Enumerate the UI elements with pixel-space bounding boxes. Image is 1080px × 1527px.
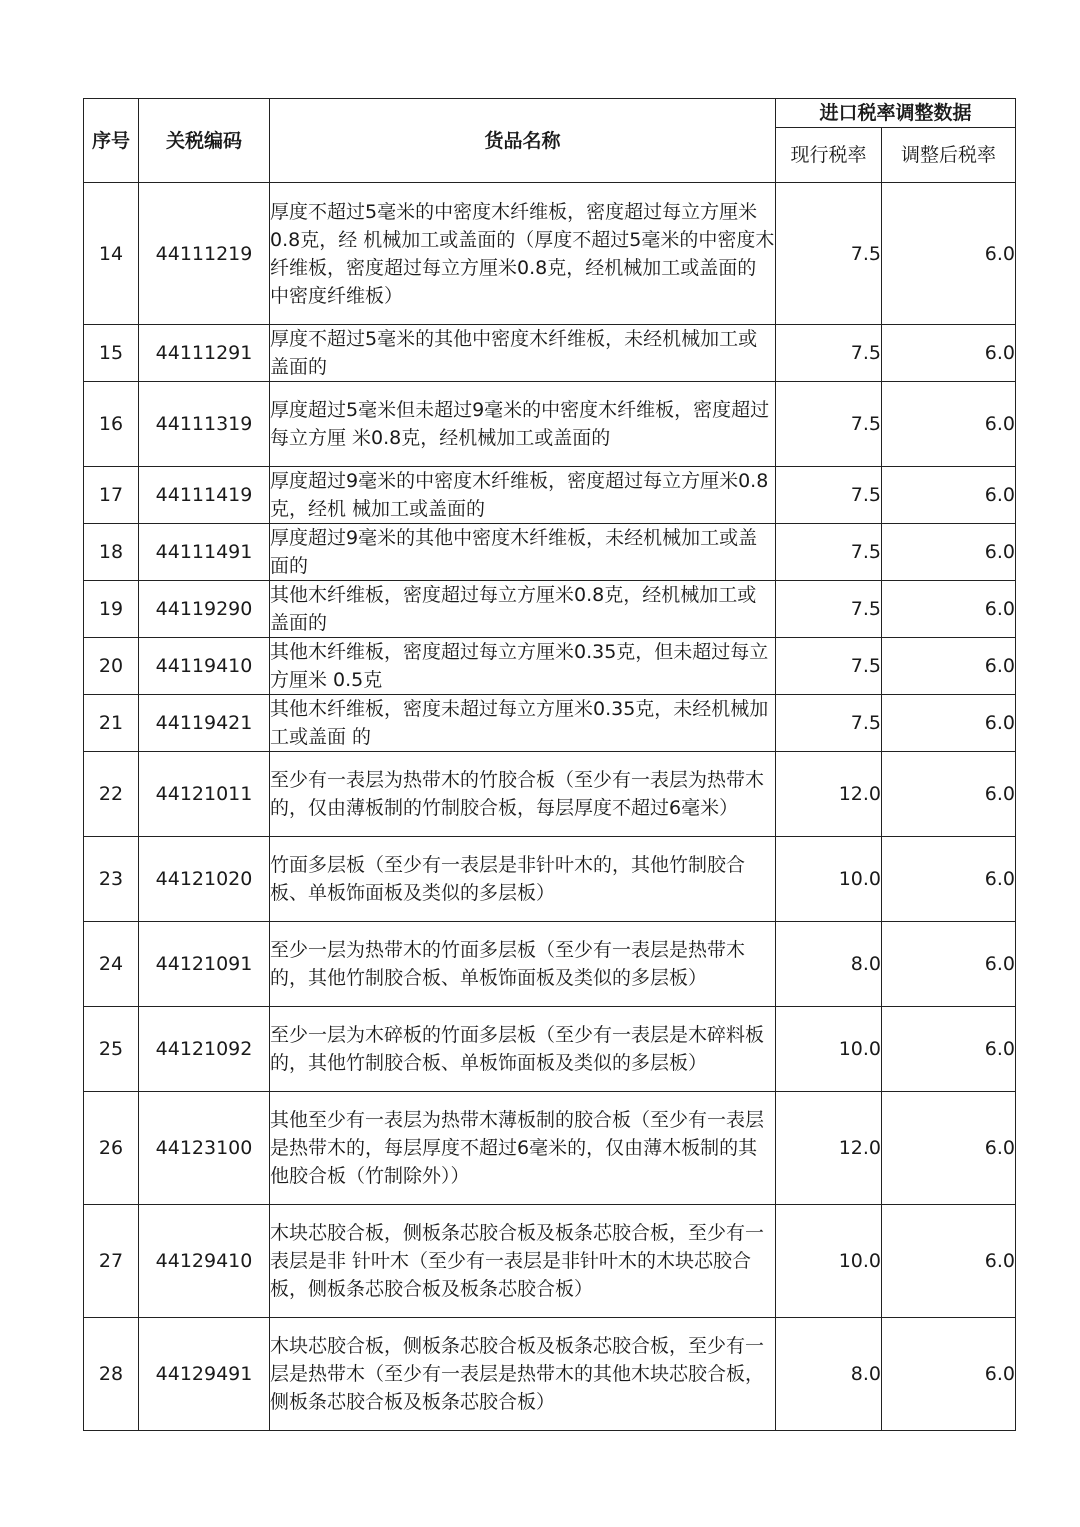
row-name: 厚度超过9毫米的中密度木纤维板，密度超过每立方厘米0.8克，经机 械加工或盖面的	[270, 467, 776, 524]
row-adjusted-rate: 6.0	[882, 183, 1016, 325]
row-code: 44121092	[139, 1007, 270, 1092]
row-seq: 24	[84, 922, 139, 1007]
row-name: 至少一层为木碎板的竹面多层板（至少有一表层是木碎料板的，其他竹制胶合板、单板饰面板及类似的多层板）	[270, 1007, 776, 1092]
row-current-rate: 12.0	[776, 1092, 882, 1205]
row-seq: 21	[84, 695, 139, 752]
row-current-rate: 7.5	[776, 382, 882, 467]
row-code: 44111319	[139, 382, 270, 467]
row-current-rate: 7.5	[776, 325, 882, 382]
table-row	[84, 695, 1016, 752]
row-adjusted-rate: 6.0	[882, 467, 1016, 524]
row-code: 44111491	[139, 524, 270, 581]
row-name: 其他木纤维板，密度超过每立方厘米0.35克，但未超过每立方厘米 0.5克	[270, 638, 776, 695]
row-adjusted-rate: 6.0	[882, 922, 1016, 1007]
table-row	[84, 382, 1016, 467]
row-current-rate: 7.5	[776, 524, 882, 581]
row-adjusted-rate: 6.0	[882, 638, 1016, 695]
table-row	[84, 1092, 1016, 1205]
row-adjusted-rate: 6.0	[882, 695, 1016, 752]
row-code: 44129410	[139, 1205, 270, 1318]
row-current-rate: 10.0	[776, 1205, 882, 1318]
row-adjusted-rate: 6.0	[882, 581, 1016, 638]
row-code: 44119290	[139, 581, 270, 638]
header-seq: 序号	[84, 99, 139, 183]
row-adjusted-rate: 6.0	[882, 752, 1016, 837]
row-seq: 18	[84, 524, 139, 581]
row-adjusted-rate: 6.0	[882, 325, 1016, 382]
row-current-rate: 7.5	[776, 467, 882, 524]
table-row	[84, 1318, 1016, 1431]
row-seq: 16	[84, 382, 139, 467]
row-name: 其他木纤维板，密度超过每立方厘米0.8克，经机械加工或盖面的	[270, 581, 776, 638]
row-seq: 22	[84, 752, 139, 837]
row-seq: 28	[84, 1318, 139, 1431]
header-name: 货品名称	[270, 99, 776, 183]
row-name: 其他至少有一表层为热带木薄板制的胶合板（至少有一表层是热带木的，每层厚度不超过6毫米的，仅由薄木板制的其他胶合板（竹制除外））	[270, 1092, 776, 1205]
table-row	[84, 1007, 1016, 1092]
row-code: 44121011	[139, 752, 270, 837]
header-rate-group: 进口税率调整数据	[776, 99, 1016, 128]
row-seq: 17	[84, 467, 139, 524]
row-adjusted-rate: 6.0	[882, 837, 1016, 922]
table-row	[84, 467, 1016, 524]
row-seq: 25	[84, 1007, 139, 1092]
row-code: 44129491	[139, 1318, 270, 1431]
row-name: 木块芯胶合板，侧板条芯胶合板及板条芯胶合板，至少有一层是热带木（至少有一表层是热带木的其他木块芯胶合板，侧板条芯胶合板及板条芯胶合板）	[270, 1318, 776, 1431]
row-code: 44111219	[139, 183, 270, 325]
row-current-rate: 7.5	[776, 695, 882, 752]
row-name: 厚度不超过5毫米的其他中密度木纤维板，未经机械加工或盖面的	[270, 325, 776, 382]
table-row	[84, 638, 1016, 695]
row-seq: 26	[84, 1092, 139, 1205]
row-current-rate: 8.0	[776, 922, 882, 1007]
row-seq: 27	[84, 1205, 139, 1318]
row-code: 44121091	[139, 922, 270, 1007]
row-code: 44123100	[139, 1092, 270, 1205]
row-adjusted-rate: 6.0	[882, 1318, 1016, 1431]
table-row	[84, 524, 1016, 581]
row-current-rate: 10.0	[776, 1007, 882, 1092]
table-row	[84, 752, 1016, 837]
table-row	[84, 837, 1016, 922]
row-code: 44119421	[139, 695, 270, 752]
row-name: 至少一层为热带木的竹面多层板（至少有一表层是热带木的，其他竹制胶合板、单板饰面板及类似的多层板）	[270, 922, 776, 1007]
row-current-rate: 12.0	[776, 752, 882, 837]
header-code: 关税编码	[139, 99, 270, 183]
row-adjusted-rate: 6.0	[882, 524, 1016, 581]
row-name: 厚度不超过5毫米的中密度木纤维板，密度超过每立方厘米0.8克，经 机械加工或盖面的（厚度不超过5毫米的中密度木纤维板，密度超过每立方厘米0.8克，经机械加工或盖面的中密度纤维板）	[270, 183, 776, 325]
row-seq: 23	[84, 837, 139, 922]
header-adjusted-rate: 调整后税率	[882, 128, 1016, 183]
row-current-rate: 7.5	[776, 183, 882, 325]
tariff-adjustment-table	[83, 98, 1016, 1431]
row-name: 至少有一表层为热带木的竹胶合板（至少有一表层为热带木的，仅由薄板制的竹制胶合板，每层厚度不超过6毫米）	[270, 752, 776, 837]
table-row	[84, 922, 1016, 1007]
row-name: 其他木纤维板，密度未超过每立方厘米0.35克，未经机械加工或盖面 的	[270, 695, 776, 752]
row-code: 44111419	[139, 467, 270, 524]
table-row	[84, 325, 1016, 382]
table-row	[84, 183, 1016, 325]
row-seq: 15	[84, 325, 139, 382]
row-name: 竹面多层板（至少有一表层是非针叶木的，其他竹制胶合板、单板饰面板及类似的多层板）	[270, 837, 776, 922]
row-name: 木块芯胶合板，侧板条芯胶合板及板条芯胶合板，至少有一表层是非 针叶木（至少有一表层是非针叶木的木块芯胶合板，侧板条芯胶合板及板条芯胶合板）	[270, 1205, 776, 1318]
row-code: 44121020	[139, 837, 270, 922]
row-seq: 20	[84, 638, 139, 695]
row-code: 44119410	[139, 638, 270, 695]
row-current-rate: 10.0	[776, 837, 882, 922]
row-name: 厚度超过9毫米的其他中密度木纤维板，未经机械加工或盖面的	[270, 524, 776, 581]
row-name: 厚度超过5毫米但未超过9毫米的中密度木纤维板，密度超过每立方厘 米0.8克，经机械加工或盖面的	[270, 382, 776, 467]
table-row	[84, 581, 1016, 638]
row-current-rate: 8.0	[776, 1318, 882, 1431]
row-seq: 14	[84, 183, 139, 325]
row-code: 44111291	[139, 325, 270, 382]
row-current-rate: 7.5	[776, 581, 882, 638]
row-adjusted-rate: 6.0	[882, 1007, 1016, 1092]
row-adjusted-rate: 6.0	[882, 382, 1016, 467]
row-current-rate: 7.5	[776, 638, 882, 695]
row-adjusted-rate: 6.0	[882, 1092, 1016, 1205]
table-row	[84, 1205, 1016, 1318]
row-adjusted-rate: 6.0	[882, 1205, 1016, 1318]
row-seq: 19	[84, 581, 139, 638]
header-current-rate: 现行税率	[776, 128, 882, 183]
